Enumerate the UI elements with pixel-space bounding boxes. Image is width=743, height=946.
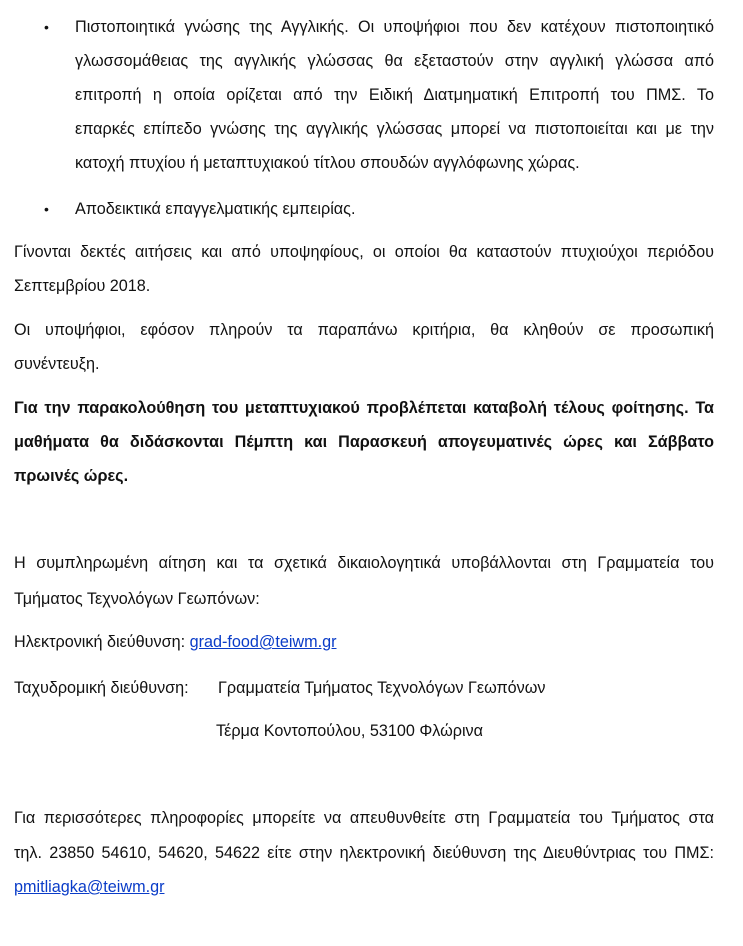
submission-line-2: Τμήματος Τεχνολόγων Γεωπόνων: xyxy=(14,590,260,608)
info-line-2: τηλ. 23850 54610, 54620, 54622 είτε στην ηλεκτρονική διεύθυνση της Διευθύντριας του ΠΜΣ: xyxy=(14,844,714,862)
submission-line-1: Η συμπληρωμένη αίτηση και τα σχετικά δικαιολογητικά υποβάλλονται στη Γραμματεία του xyxy=(14,554,714,572)
bullet-1-line-1: Πιστοποιητικά γνώσης της Αγγλικής. Οι υποψήφιοι που δεν κατέχουν πιστοποιητικό xyxy=(75,18,714,36)
email-row xyxy=(14,632,337,652)
info-line-1: Για περισσότερες πληροφορίες μπορείτε να απευθυνθείτε στη Γραμματεία του Τμήματος στα xyxy=(14,809,714,827)
email-label: Ηλεκτρονική διεύθυνση: xyxy=(14,633,190,651)
bullet-1-line-3: επιτροπή η οποία ορίζεται από την Ειδική Διατμηματική Επιτροπή του ΠΜΣ. Το xyxy=(75,86,714,104)
fees-line-3: πρωινές ώρες. xyxy=(14,467,129,485)
fees-line-2: μαθήματα θα διδάσκονται Πέμπτη και Παρασκευή απογευματινές ώρες και Σάββατο xyxy=(14,433,714,451)
bullet-icon: • xyxy=(44,19,49,35)
bullet-1-line-2: γλωσσομάθειας της αγγλικής γλώσσας θα εξεταστούν στην αγγλική γλώσσα από xyxy=(75,52,714,70)
fees-line-1: Για την παρακολούθηση του μεταπτυχιακού προβλέπεται καταβολή τέλους φοίτησης. Τα xyxy=(14,399,714,417)
bullet-icon: • xyxy=(44,201,49,217)
candidates-line-2: Σεπτεμβρίου 2018. xyxy=(14,277,151,295)
postal-label: Ταχυδρομική διεύθυνση: xyxy=(14,679,189,697)
director-email-link[interactable]: pmitliagka@teiwm.gr xyxy=(14,878,165,896)
candidates-line-1: Γίνονται δεκτές αιτήσεις και από υποψηφίους, οι οποίοι θα καταστούν πτυχιούχοι περιόδου xyxy=(14,243,714,261)
postal-line-2: Τέρμα Κοντοπούλου, 53100 Φλώρινα xyxy=(216,722,484,740)
director-email-row xyxy=(14,877,164,897)
email-link[interactable]: grad-food@teiwm.gr xyxy=(189,633,337,651)
bullet-1-line-5: κατοχή πτυχίου ή μεταπτυχιακού τίτλου σπουδών αγγλόφωνης χώρας. xyxy=(75,154,580,172)
interview-line-2: συνέντευξη. xyxy=(14,355,100,373)
bullet-2-line-1: Αποδεικτικά επαγγελματικής εμπειρίας. xyxy=(75,200,356,218)
bullet-1-line-4: επαρκές επίπεδο γνώσης της αγγλικής γλώσσας μπορεί να πιστοποιείται και με την xyxy=(75,120,714,138)
postal-line-1: Γραμματεία Τμήματος Τεχνολόγων Γεωπόνων xyxy=(218,679,546,697)
interview-line-1: Οι υποψήφιοι, εφόσον πληρούν τα παραπάνω κριτήρια, θα κληθούν σε προσωπική xyxy=(14,321,714,339)
